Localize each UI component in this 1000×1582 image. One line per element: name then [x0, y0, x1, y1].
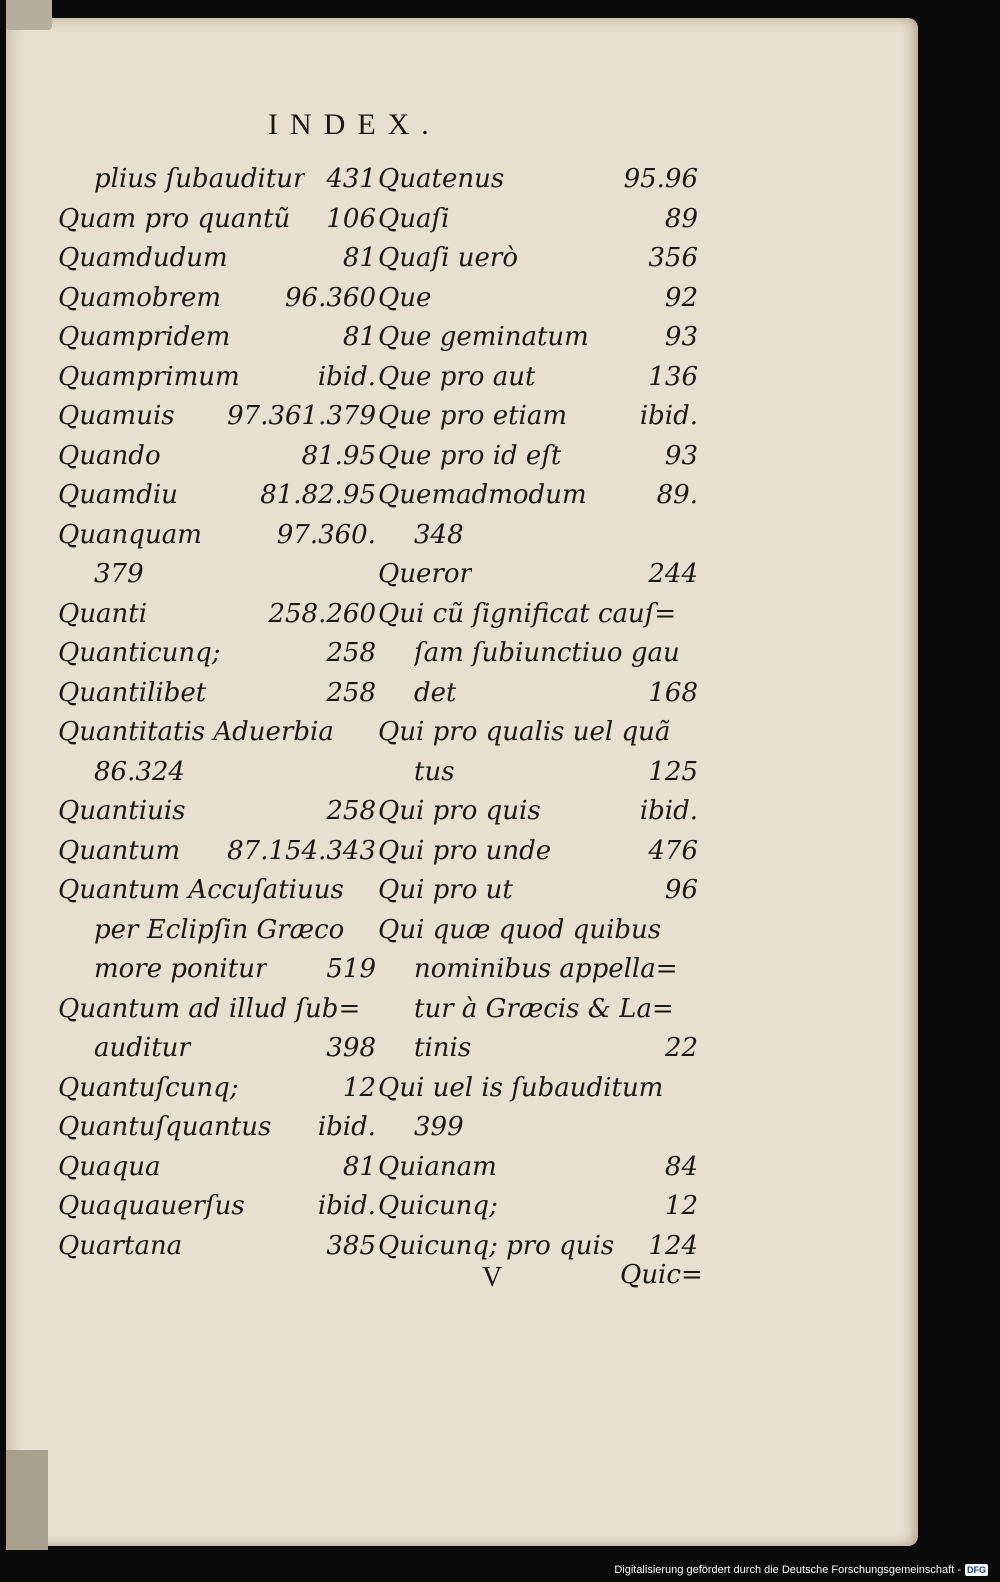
index-entry: [378, 871, 698, 911]
index-term: ſam ſubiunctiuo gau: [414, 638, 680, 668]
index-term: Quantuſcunq;: [58, 1072, 239, 1103]
index-term: Quianam: [378, 1151, 497, 1182]
index-term: plius ſubauditur: [94, 164, 306, 194]
index-entry: [58, 1108, 376, 1148]
index-term: Quamobrem: [58, 282, 221, 313]
index-term: Quantum: [58, 835, 181, 866]
index-term: Quaſi uerò: [378, 243, 518, 273]
index-entry: [58, 318, 376, 358]
index-pages: 84: [664, 1151, 698, 1182]
index-term: Quamprimum: [58, 361, 240, 392]
index-entry: [378, 1187, 698, 1227]
index-entry: [378, 990, 698, 1030]
index-pages: 93: [664, 322, 698, 352]
index-entry: [378, 1148, 698, 1188]
index-entry: [58, 279, 376, 319]
index-pages: 89.: [656, 480, 698, 510]
index-pages: 89: [664, 203, 698, 234]
index-term: Quamdudum: [58, 243, 228, 273]
index-pages: ibid.: [639, 401, 698, 431]
index-entry: [378, 950, 698, 990]
index-term: Queror: [378, 559, 472, 589]
index-term: Que pro id eſt: [378, 440, 562, 471]
index-entry: [58, 476, 376, 516]
index-term: Quanquam: [58, 519, 202, 550]
index-pages: 96.360: [285, 282, 376, 313]
index-entry: [58, 239, 376, 279]
index-term: Que: [378, 282, 432, 313]
index-term: Quicunq;: [378, 1191, 498, 1221]
index-entry: [58, 832, 376, 872]
index-entry: [378, 200, 698, 240]
index-term: more ponitur: [94, 954, 268, 984]
index-pages: 258: [326, 796, 376, 826]
index-column-left: [58, 160, 376, 1266]
index-pages: 96: [664, 875, 698, 905]
index-entry: [378, 358, 698, 398]
index-term: Que geminatum: [378, 322, 589, 352]
index-entry: [58, 990, 376, 1030]
index-entry: [58, 160, 376, 200]
index-term: Quantuſquantus: [58, 1112, 272, 1142]
index-pages: 258: [326, 677, 376, 708]
index-pages: 258: [326, 638, 376, 668]
index-term: Quantilibet: [58, 677, 207, 708]
index-term: 86.324: [94, 756, 185, 787]
index-pages: 97.361.379: [227, 401, 376, 431]
index-entry: [58, 358, 376, 398]
index-entry: [378, 437, 698, 477]
index-entry: [378, 595, 698, 635]
index-entry: [58, 1227, 376, 1267]
index-pages: 81: [342, 322, 376, 352]
index-term: Quando: [58, 440, 161, 471]
index-entry: [378, 516, 698, 556]
page-edge-strip: [6, 1450, 48, 1550]
index-pages: 81.95: [301, 440, 376, 471]
index-pages: 12: [664, 1191, 698, 1221]
index-pages: 81: [342, 243, 376, 273]
index-term: Quamdiu: [58, 480, 178, 510]
index-entry: [58, 397, 376, 437]
index-pages: 81.82.95: [260, 480, 376, 510]
index-pages: 136: [648, 361, 698, 392]
index-entry: [58, 1187, 376, 1227]
index-entry: [378, 318, 698, 358]
index-entry: [378, 397, 698, 437]
index-term: Quantitatis Aduerbia: [58, 717, 334, 747]
index-pages: 168: [648, 677, 698, 708]
index-pages: 244: [648, 559, 698, 589]
index-pages: ibid.: [317, 361, 376, 392]
index-term: Qui uel is ſubauditum: [378, 1072, 664, 1103]
index-pages: ibid.: [639, 796, 698, 826]
index-term: tus: [414, 756, 455, 787]
index-pages: 124: [648, 1230, 698, 1261]
index-entry: [378, 634, 698, 674]
index-pages: 81: [342, 1151, 376, 1182]
index-pages: 356: [648, 243, 698, 273]
index-entry: [58, 713, 376, 753]
index-entry: [58, 792, 376, 832]
index-pages: 97.360.: [276, 519, 376, 550]
index-term: Quampridem: [58, 322, 231, 352]
index-term: Qui cũ ſignificat cauſ=: [378, 598, 677, 629]
index-entry: [378, 1029, 698, 1069]
index-entry: [58, 1069, 376, 1109]
index-term: Quaquauerſus: [58, 1191, 245, 1221]
index-term: Qui pro ut: [378, 875, 513, 905]
index-term: Quam pro quantũ: [58, 203, 291, 234]
index-entry: [58, 595, 376, 635]
index-term: 399: [414, 1112, 464, 1142]
index-term: per Eclipſin Græco: [94, 914, 345, 945]
index-entry: [378, 911, 698, 951]
index-entry: [378, 476, 698, 516]
index-column-right: [378, 160, 698, 1266]
index-term: Quatenus: [378, 164, 505, 194]
index-entry: [378, 674, 698, 714]
index-term: auditur: [94, 1033, 191, 1063]
index-term: Quamuis: [58, 401, 175, 431]
index-term: tur à Græcis & La=: [414, 993, 674, 1024]
dfg-logo: DFG: [967, 1565, 986, 1575]
index-pages: 258.260: [268, 598, 376, 629]
signature-mark: V: [482, 1262, 503, 1293]
index-entry: [58, 1148, 376, 1188]
index-term: Quaqua: [58, 1151, 161, 1182]
index-pages: ibid.: [317, 1112, 376, 1142]
index-entry: [378, 713, 698, 753]
index-term: Quemadmodum: [378, 480, 587, 510]
index-term: Quanti: [58, 598, 148, 629]
index-term: 348: [414, 519, 464, 550]
index-pages: 125: [648, 756, 698, 787]
index-pages: 95.96: [623, 164, 698, 194]
index-term: Quantum ad illud ſub=: [58, 993, 361, 1024]
index-pages: 398: [326, 1033, 376, 1063]
index-entry: [378, 239, 698, 279]
index-entry: [378, 832, 698, 872]
index-term: Quanticunq;: [58, 638, 221, 668]
index-entry: [58, 753, 376, 793]
index-term: Qui pro quis: [378, 796, 541, 826]
index-term: Qui quæ quod quibus: [378, 914, 662, 945]
footer-text: Digitalisierung gefördert durch die Deutsche Forschungsgemeinschaft -: [614, 1564, 961, 1576]
index-term: nominibus appella=: [414, 954, 678, 984]
index-term: 379: [94, 559, 144, 589]
page-edge-tab: [6, 0, 52, 30]
index-term: Quartana: [58, 1230, 183, 1261]
index-pages: 106: [326, 203, 376, 234]
catchword: Quic=: [620, 1260, 703, 1290]
index-term: det: [414, 677, 457, 708]
index-entry: [58, 871, 376, 911]
index-pages: 22: [664, 1033, 698, 1063]
index-pages: 519: [326, 954, 376, 984]
index-pages: 385: [326, 1230, 376, 1261]
index-entry: [378, 160, 698, 200]
index-term: Quantiuis: [58, 796, 186, 826]
index-entry: [58, 555, 376, 595]
index-entry: [378, 1069, 698, 1109]
index-term: tinis: [414, 1033, 472, 1063]
index-term: Que pro etiam: [378, 401, 568, 431]
index-pages: 92: [664, 282, 698, 313]
index-entry: [58, 516, 376, 556]
index-entry: [58, 200, 376, 240]
index-term: Quantum Accuſatiuus: [58, 875, 344, 905]
index-entry: [58, 674, 376, 714]
index-entry: [378, 792, 698, 832]
index-entry: [378, 1108, 698, 1148]
index-pages: ibid.: [317, 1191, 376, 1221]
index-term: Quaſi: [378, 203, 450, 234]
index-pages: 431: [326, 164, 376, 194]
index-pages: 87.154.343: [227, 835, 376, 866]
index-term: Qui pro unde: [378, 835, 552, 866]
index-entry: [58, 1029, 376, 1069]
index-pages: 93: [664, 440, 698, 471]
index-entry: [378, 753, 698, 793]
index-term: Quicunq; pro quis: [378, 1230, 615, 1261]
index-entry: [58, 634, 376, 674]
index-entry: [378, 555, 698, 595]
index-pages: 476: [648, 835, 698, 866]
index-term: Que pro aut: [378, 361, 536, 392]
index-entry: [58, 911, 376, 951]
digitization-credit: [614, 1564, 988, 1576]
page-title: INDEX.: [268, 108, 441, 141]
index-entry: [378, 279, 698, 319]
index-term: Qui pro qualis uel quã: [378, 717, 671, 747]
index-entry: [58, 437, 376, 477]
index-entry: [58, 950, 376, 990]
index-pages: 12: [342, 1072, 376, 1103]
